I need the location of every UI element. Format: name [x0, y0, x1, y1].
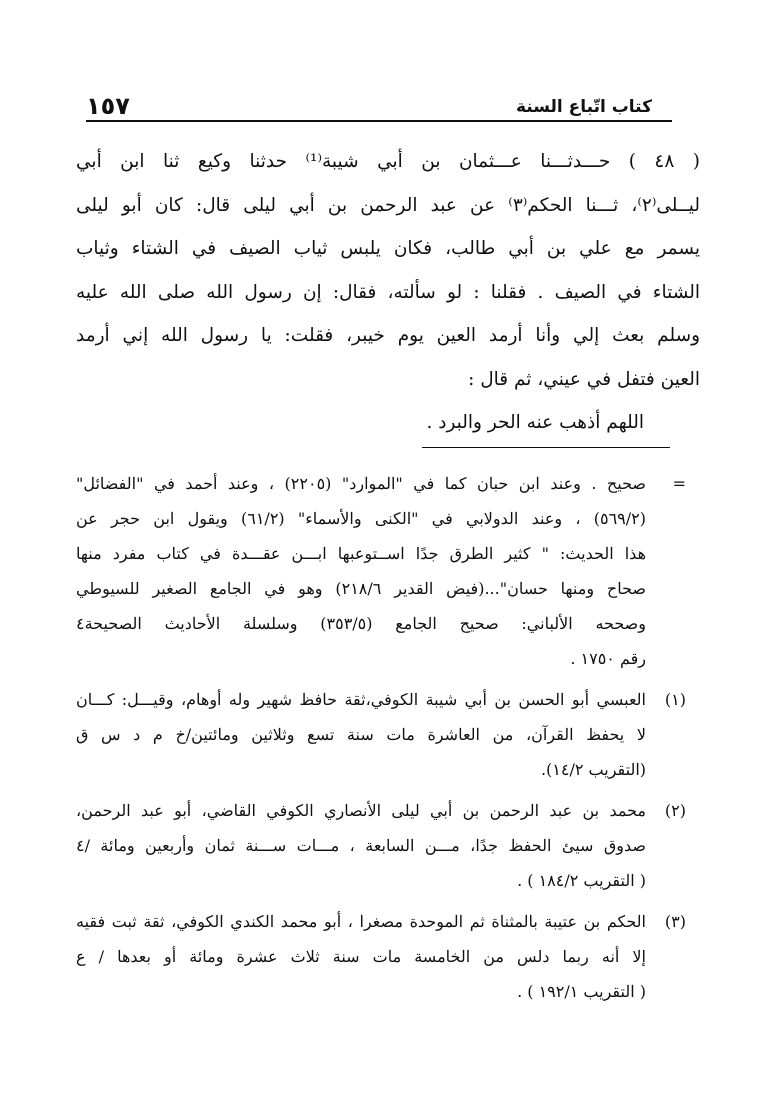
footnote-line: ( التقريب ١٨٤/٢ ) . [517, 871, 646, 890]
footnote-line: العبسي أبو الحسن بن أبي شيبة الكوفي،ثقة حافظ شهير وله أوهام، وقيـــل: كـــان [76, 690, 646, 709]
hadith-line: ليــلى⁽٢⁾، ثـــنا الحكم⁽٣⁾ عن عبد الرحمن بن أبي ليلى قال: كان أبو ليلى [76, 194, 700, 216]
footnote-line: وصححه الألباني: صحيح الجامع (٣٥٣/٥) وسلسلة الأحاديث الصحيحة٤ [76, 614, 646, 633]
footnote-line: (٥٦٩/٢) ، وعند الدولابي في "الكنى والأسماء" (٦١/٢) ويقول ابن حجر عن [76, 509, 646, 528]
hadith-line: ( ٤٨ ) حـــدثـــنا عـــثمان بن أبي شيبة⁽¹⁾ حدثنا وكيع ثنا ابن أبي [76, 151, 700, 172]
footnote-marker: (١) [664, 690, 686, 709]
footnotes [76, 466, 686, 1015]
footnote-marker: (٣) [664, 912, 686, 931]
footnote-marker: (٢) [664, 801, 686, 820]
footnote-line: الحكم بن عتيبة بالمثناة ثم الموحدة مصغرا ، أبو محمد الكندي الكوفي، ثقة ثبت فقيه [76, 912, 646, 931]
footnote-line: صحيح . وعند ابن حبان كما في "الموارد" (٢٢٠٥) ، وعند أحمد في "الفضائل" [76, 474, 646, 493]
page-header [86, 86, 672, 122]
footnote-line: محمد بن عبد الرحمن بن أبي ليلى الأنصاري الكوفي القاضي، أبو عبد الرحمن، [76, 801, 646, 820]
footnote-line: صدوق سيئ الحفظ جدًا، مـــن السابعة ، مـــات ســـنة ثمان وأربعين ومائة /٤ [76, 836, 646, 855]
footnote-1 [76, 682, 686, 787]
footnote-continued [76, 466, 686, 676]
footnote-2 [76, 793, 686, 898]
hadith-line: العين فتفل في عيني، ثم قال : [468, 368, 700, 390]
hadith-line: يسمر مع علي بن أبي طالب، فكان يلبس ثياب الصيف في الشتاء وثياب [76, 238, 700, 259]
footnote-3 [76, 904, 686, 1009]
running-title: كتاب اتّباع السنة [515, 97, 652, 117]
hadith-line: وسلم بعث إلي وأنا أرمد العين يوم خيبر، فقلت: يا رسول الله إني أرمد [76, 325, 700, 346]
footnote-line: إلا أنه ربما دلس من الخامسة مات سنة ثلاث عشرة ومائة أو بعدها / ع [76, 947, 646, 966]
footnote-line: ( التقريب ١٩٢/١ ) . [517, 982, 646, 1001]
footnote-line: رقم ١٧٥٠ . [570, 649, 646, 668]
footnote-line: صحاح ومنها حسان"...(فيض القدير ٢١٨/٦) وهو في الجامع الصغير للسيوطي [76, 579, 647, 598]
footnote-line: لا يحفظ القرآن، من العاشرة مات سنة تسع وثلاثين ومائتين/خ م د س ق [76, 725, 646, 744]
hadith-line: الشتاء في الصيف . فقلنا : لو سألته، فقال: إن رسول الله صلى الله عليه [76, 281, 700, 303]
footnote-separator [422, 447, 670, 448]
footnote-line: (التقريب ١٤/٢). [540, 760, 646, 779]
footnote-line: هذا الحديث: " كثير الطرق جدًا اســتوعبها ابـــن عقـــدة في كتاب مفرد منها [76, 544, 646, 563]
hadith-prayer-line: اللهم أذهب عنه الحر والبرد . [426, 412, 644, 433]
footnote-marker: = [672, 474, 686, 493]
page-number: ١٥٧ [86, 92, 130, 120]
hadith-text [76, 140, 700, 445]
